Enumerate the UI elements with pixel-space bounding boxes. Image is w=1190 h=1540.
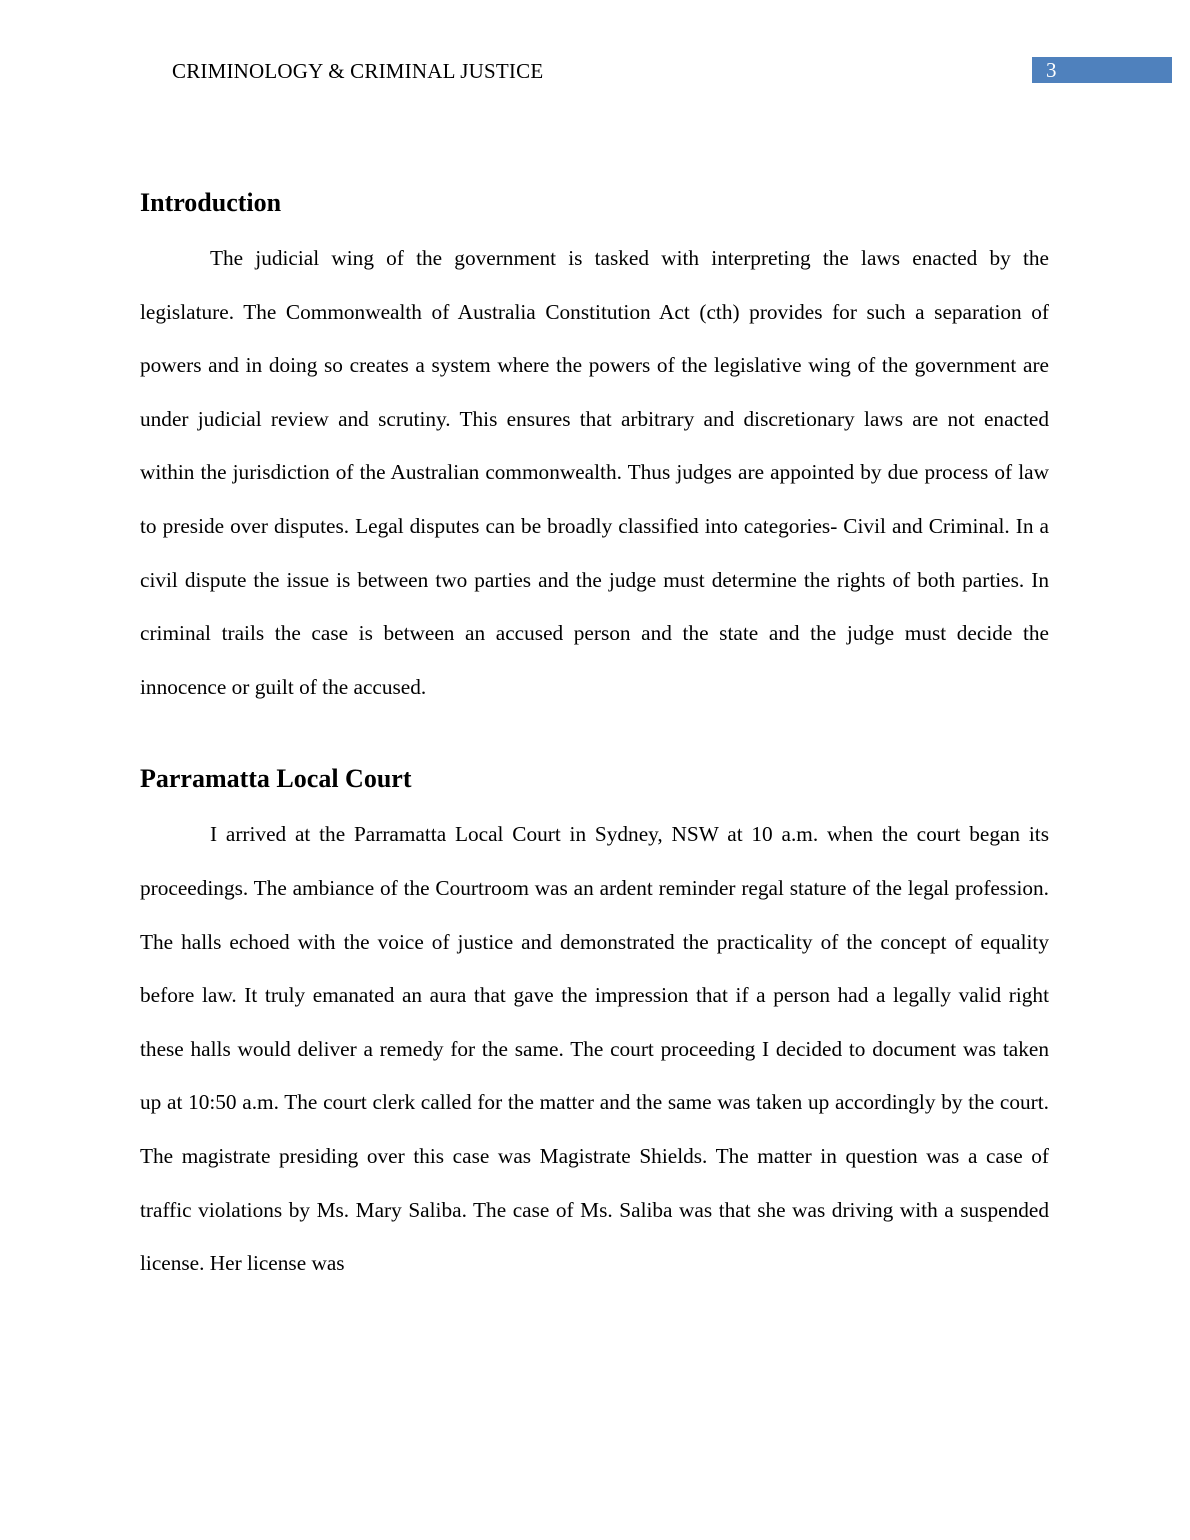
page-number-badge — [1032, 57, 1172, 83]
paragraph-introduction: The judicial wing of the government is tasked with interpreting the laws enacted by the legislature. The Commonwealth of Australia Constitution Act (cth) provides for such a separation of powers and in doing so creates a system where the powers of the legislative wing of the government are under judicial review and scrutiny. This ensures that arbitrary and discretionary laws are not enacted within the jurisdiction of the Australian commonwealth. Thus judges are appointed by due process of law to preside over disputes. Legal disputes can be broadly classified into categories- Civil and Criminal. In a civil dispute the issue is between two parties and the judge must determine the rights of both parties. In criminal trails the case is between an accused person and the state and the judge must decide the innocence or guilt of the accused. — [140, 246, 1049, 699]
paragraph-parramatta-local-court: I arrived at the Parramatta Local Court in Sydney, NSW at 10 a.m. when the court began its proceedings. The ambiance of the Courtroom was an ardent reminder regal stature of the legal profession. The halls echoed with the voice of justice and demonstrated the practicality of the concept of equality before law. It truly emanated an aura that gave the impression that if a person had a legally valid right these halls would deliver a remedy for the same. The court proceeding I decided to document was taken up at 10:50 a.m. The court clerk called for the matter and the same was taken up accordingly by the court. The magistrate presiding over this case was Magistrate Shields. The matter in question was a case of traffic violations by Ms. Mary Saliba. The case of Ms. Saliba was that she was driving with a suspended license. Her license was — [140, 822, 1049, 1276]
running-header-title: CRIMINOLOGY & CRIMINAL JUSTICE — [172, 59, 544, 83]
section-heading-parramatta-local-court: Parramatta Local Court — [140, 764, 412, 794]
section-introduction — [140, 184, 1049, 714]
section-heading-introduction: Introduction — [140, 188, 282, 217]
document-body — [140, 184, 1049, 1291]
page-number: 3 — [1046, 58, 1057, 82]
section-parramatta-local-court — [140, 760, 1049, 1290]
